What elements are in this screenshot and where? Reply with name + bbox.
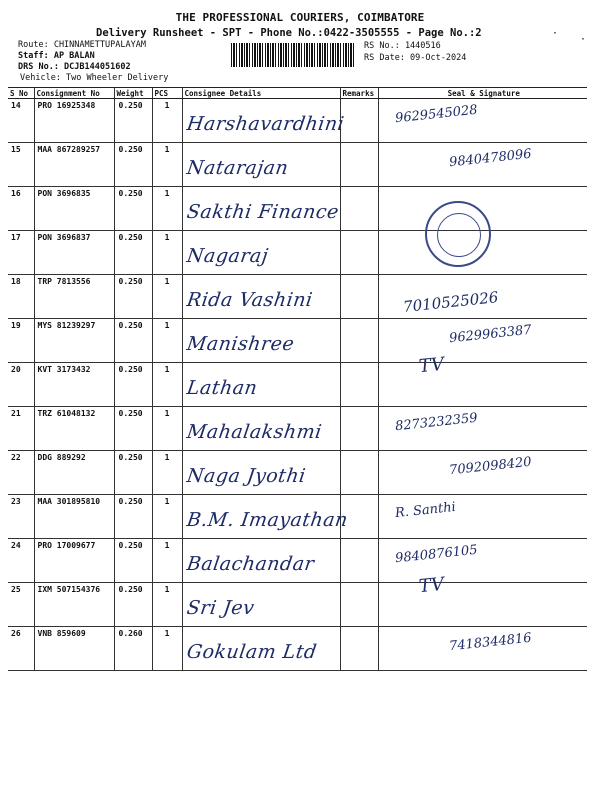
row-consignee-cell <box>182 451 340 495</box>
row-remarks <box>340 451 378 495</box>
row-consignment-no: TRP 7813556 <box>34 275 114 319</box>
col-header-weight: Weight <box>114 88 152 99</box>
row-remarks <box>340 407 378 451</box>
row-signature-cell <box>378 627 587 671</box>
row-consignment-no: PON 3696835 <box>34 187 114 231</box>
row-consignment-no: MAA 867289257 <box>34 143 114 187</box>
row-consignee-cell <box>182 99 346 143</box>
handwritten-signature: R. Santhi <box>393 499 456 522</box>
row-consignee-cell <box>182 319 340 363</box>
row-signature-cell <box>378 573 587 627</box>
table-row <box>8 99 587 143</box>
row-signature-cell <box>378 495 587 539</box>
vehicle-label: Vehicle: Two Wheeler Delivery <box>20 73 169 83</box>
row-sno: 14 <box>8 99 34 143</box>
row-signature-cell <box>378 451 587 495</box>
row-pcs: 1 <box>152 583 182 627</box>
row-consignment-no: TRZ 61048132 <box>34 407 114 451</box>
handwritten-consignee-name: Balachandar <box>184 553 316 575</box>
table-row <box>8 231 587 275</box>
row-consignment-no: IXM 507154376 <box>34 583 114 627</box>
runsheet-meta-right <box>364 40 466 64</box>
handwritten-signature: 7418344816 <box>447 630 532 655</box>
barcode-image <box>231 43 356 67</box>
row-weight: 0.250 <box>114 451 152 495</box>
row-consignment-no: KVT 3173432 <box>34 363 114 407</box>
handwritten-consignee-name: Manishree <box>184 333 296 355</box>
row-signature-cell <box>378 143 587 187</box>
row-consignee-cell <box>182 363 340 407</box>
row-sno: 21 <box>8 407 34 451</box>
handwritten-signature: 7092098420 <box>447 454 532 479</box>
row-remarks <box>340 99 378 143</box>
table-row <box>8 539 587 583</box>
handwritten-signature: 8273232359 <box>393 410 478 435</box>
handwritten-consignee-name: Sakthi Finance <box>184 201 340 223</box>
col-header-sno: S No <box>8 88 34 99</box>
table-row <box>8 275 587 319</box>
table-row <box>8 363 587 407</box>
table-row <box>8 319 587 363</box>
row-weight: 0.250 <box>114 231 152 275</box>
runsheet-subtitle: Delivery Runsheet - SPT - Phone No.:0422-3505555 - Page No.:2 <box>96 27 482 39</box>
handwritten-consignee-name: Gokulam Ltd <box>184 641 318 663</box>
row-pcs: 1 <box>152 363 182 407</box>
row-consignee-cell <box>182 495 349 539</box>
row-consignment-no: DDG 889292 <box>34 451 114 495</box>
handwritten-signature: 9840478096 <box>447 146 532 171</box>
row-sno: 24 <box>8 539 34 583</box>
scan-speck-2: · <box>580 34 587 45</box>
row-sno: 17 <box>8 231 34 275</box>
row-sno: 26 <box>8 627 34 671</box>
row-weight: 0.250 <box>114 539 152 583</box>
row-consignee-cell <box>182 627 340 671</box>
row-signature-cell <box>378 275 587 319</box>
drs-number: DRS No.: DCJB144051602 <box>18 62 131 72</box>
row-consignment-no: PON 3696837 <box>34 231 114 275</box>
row-sno: 18 <box>8 275 34 319</box>
row-signature-cell <box>378 353 587 407</box>
row-sno: 16 <box>8 187 34 231</box>
route-label: Route: CHINNAMETTUPALAYAM <box>18 40 146 50</box>
row-pcs: 1 <box>152 319 182 363</box>
row-remarks <box>340 539 378 583</box>
row-consignment-no: VNB 859609 <box>34 627 114 671</box>
row-pcs: 1 <box>152 451 182 495</box>
table-row <box>8 187 587 231</box>
row-remarks <box>340 231 378 275</box>
row-sno: 22 <box>8 451 34 495</box>
row-consignee-cell <box>182 275 340 319</box>
handwritten-consignee-name: Mahalakshmi <box>184 421 323 443</box>
row-signature-cell <box>378 99 587 143</box>
row-remarks <box>340 363 378 407</box>
runsheet-meta-left <box>18 40 168 84</box>
row-consignee-cell <box>182 231 340 275</box>
handwritten-signature: 7010525026 <box>401 288 499 316</box>
handwritten-signature: TV <box>417 353 445 378</box>
handwritten-signature: TV <box>417 573 445 598</box>
row-signature-cell <box>378 319 587 363</box>
row-weight: 0.250 <box>114 99 152 143</box>
row-weight: 0.250 <box>114 187 152 231</box>
handwritten-consignee-name: Lathan <box>184 377 259 399</box>
col-header-consignment: Consignment No <box>34 88 114 99</box>
row-pcs: 1 <box>152 275 182 319</box>
row-pcs: 1 <box>152 187 182 231</box>
row-pcs: 1 <box>152 143 182 187</box>
handwritten-signature: 9840876105 <box>393 542 478 567</box>
row-consignment-no: MYS 81239297 <box>34 319 114 363</box>
row-consignee-cell <box>182 539 340 583</box>
handwritten-signature: 9629545028 <box>393 102 478 127</box>
row-pcs: 1 <box>152 231 182 275</box>
row-sno: 23 <box>8 495 34 539</box>
row-pcs: 1 <box>152 99 182 143</box>
staff-label: Staff: AP BALAN <box>18 51 95 61</box>
handwritten-consignee-name: Harshavardhini <box>184 113 346 135</box>
scan-speck: · <box>552 28 559 39</box>
row-remarks <box>340 319 378 363</box>
handwritten-consignee-name: Natarajan <box>184 157 290 179</box>
row-remarks <box>340 143 378 187</box>
table-row <box>8 407 587 451</box>
table-row <box>8 143 587 187</box>
row-sno: 15 <box>8 143 34 187</box>
handwritten-consignee-name: Sri Jev <box>184 597 256 619</box>
col-header-signature: Seal & Signature <box>378 88 587 99</box>
row-remarks <box>340 187 378 231</box>
rs-number: RS No.: 1440516 <box>364 41 441 51</box>
row-weight: 0.250 <box>114 143 152 187</box>
handwritten-consignee-name: Rida Vashini <box>184 289 314 311</box>
row-sno: 19 <box>8 319 34 363</box>
handwritten-consignee-name: B.M. Imayathan <box>184 509 349 531</box>
rs-date: RS Date: 09-Oct-2024 <box>364 53 467 63</box>
row-consignee-cell <box>182 407 340 451</box>
row-weight: 0.260 <box>114 627 152 671</box>
row-weight: 0.250 <box>114 583 152 627</box>
company-title: THE PROFESSIONAL COURIERS, COIMBATORE <box>175 11 425 24</box>
row-signature-cell <box>378 407 587 451</box>
row-pcs: 1 <box>152 407 182 451</box>
row-remarks <box>340 495 378 539</box>
row-pcs: 1 <box>152 627 182 671</box>
row-consignee-cell <box>182 583 340 627</box>
table-header-row <box>8 88 587 99</box>
row-signature-cell <box>378 231 587 275</box>
table-row <box>8 451 587 495</box>
delivery-table <box>8 87 587 671</box>
row-pcs: 1 <box>152 495 182 539</box>
row-weight: 0.250 <box>114 407 152 451</box>
row-signature-cell <box>378 539 587 583</box>
row-weight: 0.250 <box>114 363 152 407</box>
row-remarks <box>340 275 378 319</box>
row-remarks <box>340 627 378 671</box>
row-remarks <box>340 583 378 627</box>
row-consignment-no: PRO 17009677 <box>34 539 114 583</box>
row-weight: 0.250 <box>114 319 152 363</box>
col-header-pcs: PCS <box>152 88 182 99</box>
row-pcs: 1 <box>152 539 182 583</box>
row-consignment-no: MAA 301895810 <box>34 495 114 539</box>
col-header-remarks: Remarks <box>340 88 378 99</box>
handwritten-consignee-name: Nagaraj <box>184 245 270 267</box>
col-header-consignee: Consignee Details <box>182 88 340 99</box>
row-weight: 0.250 <box>114 495 152 539</box>
row-consignee-cell <box>182 187 340 231</box>
handwritten-signature: 9629963387 <box>447 322 532 347</box>
row-sno: 25 <box>8 583 34 627</box>
table-row <box>8 583 587 627</box>
row-consignee-cell <box>182 143 340 187</box>
table-row <box>8 495 587 539</box>
handwritten-consignee-name: Naga Jyothi <box>184 465 307 487</box>
company-seal-stamp <box>425 201 491 267</box>
row-consignment-no: PRO 16925348 <box>34 99 114 143</box>
row-weight: 0.250 <box>114 275 152 319</box>
table-row <box>8 627 587 671</box>
row-sno: 20 <box>8 363 34 407</box>
